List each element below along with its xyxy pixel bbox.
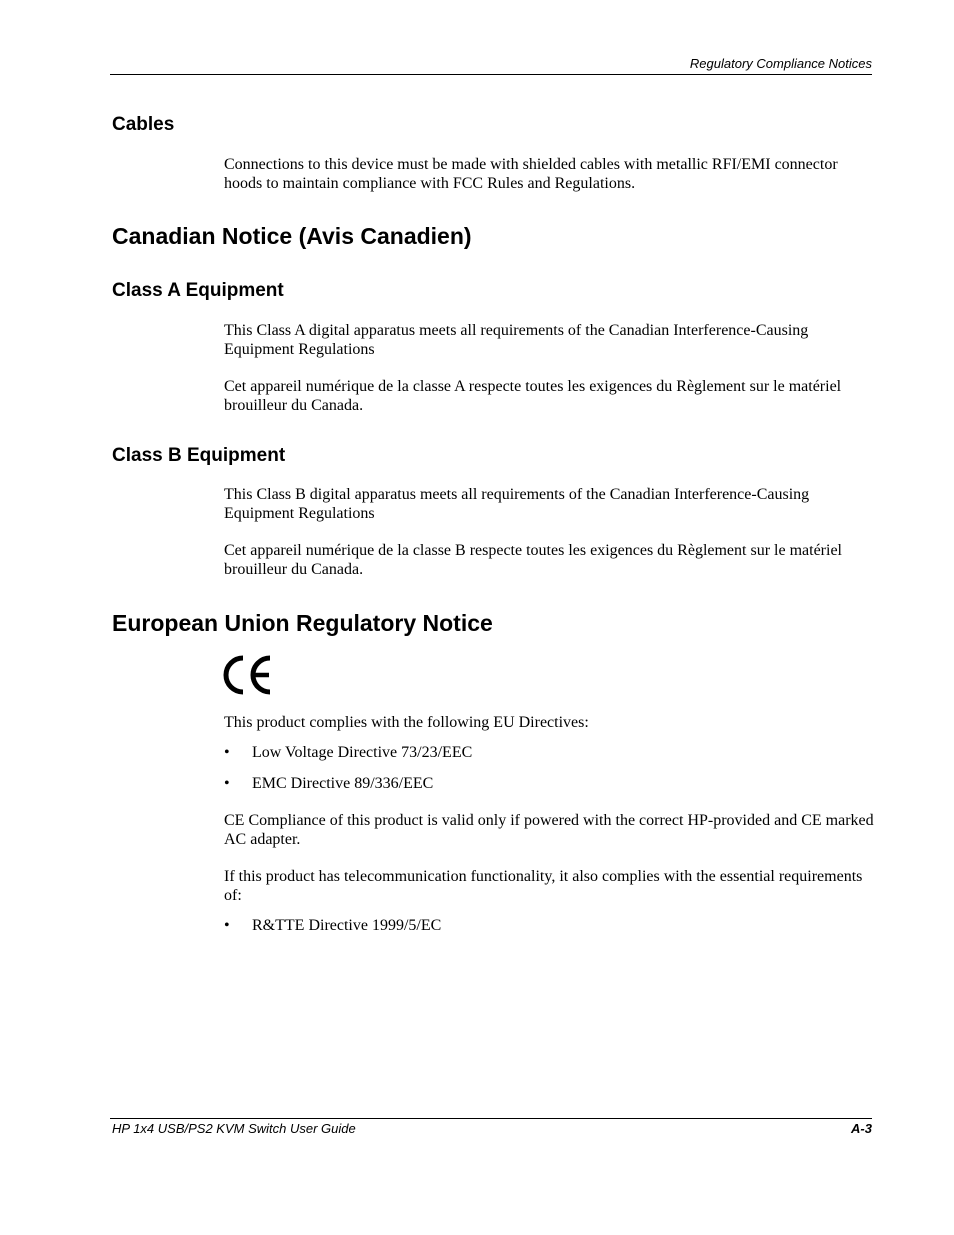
header-rule: [110, 74, 872, 75]
footer-guide-title: HP 1x4 USB/PS2 KVM Switch User Guide: [112, 1121, 356, 1136]
footer-page-number: A-3: [851, 1121, 872, 1136]
ce-compliance-note: CE Compliance of this product is valid only if powered with the correct HP-provided and CE marked AC adapter.: [224, 812, 874, 848]
list-item: [224, 774, 874, 793]
bullet-icon: •: [224, 775, 230, 792]
running-header: Regulatory Compliance Notices: [689, 56, 872, 71]
eu-intro: This product complies with the following EU Directives:: [224, 714, 589, 731]
footer-rule: [110, 1118, 872, 1119]
cables-body: Connections to this device must be made with shielded cables with metallic RFI/EMI connector hoods to maintain compliance with FCC Rules and Regulations.: [224, 156, 838, 192]
class-a-french: Cet appareil numérique de la classe A respecte toutes les exigences du Règlement sur le matériel brouilleur du Canada.: [224, 378, 842, 414]
eu-notice-heading: European Union Regulatory Notice: [112, 610, 493, 636]
cables-heading: Cables: [112, 114, 175, 135]
canadian-notice-heading: Canadian Notice (Avis Canadien): [112, 223, 472, 249]
class-b-heading: Class B Equipment: [112, 445, 286, 466]
class-b-english: This Class B digital apparatus meets all requirements of the Canadian Interference-Causing Equipment Regulations: [224, 486, 810, 522]
list-item: [224, 743, 874, 762]
directive-label: R&TTE Directive 1999/5/EC: [252, 917, 442, 934]
class-b-french: Cet appareil numérique de la classe B respecte toutes les exigences du Règlement sur le matériel brouilleur du Canada.: [224, 542, 842, 578]
bullet-icon: •: [224, 917, 230, 934]
bullet-icon: •: [224, 744, 230, 761]
class-a-english: This Class A digital apparatus meets all requirements of the Canadian Interference-Causing Equipment Regulations: [224, 322, 809, 358]
directive-label: Low Voltage Directive 73/23/EEC: [252, 744, 473, 761]
directive-label: EMC Directive 89/336/EEC: [252, 775, 434, 792]
list-item: [224, 916, 874, 935]
ce-mark-logo: [222, 654, 274, 696]
class-a-heading: Class A Equipment: [112, 280, 284, 301]
telecom-note: If this product has telecommunication functionality, it also complies with the essential requirements of:: [224, 868, 863, 904]
